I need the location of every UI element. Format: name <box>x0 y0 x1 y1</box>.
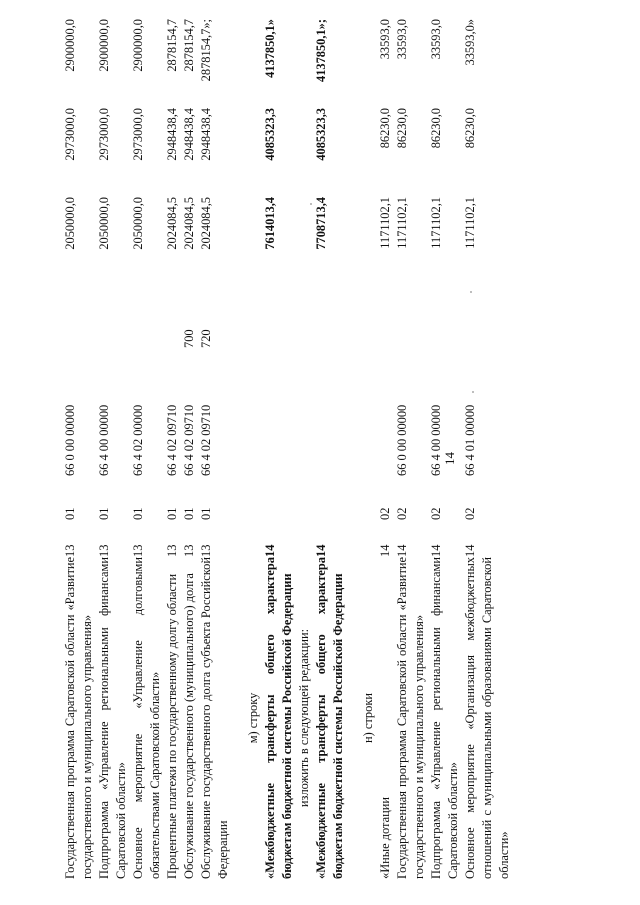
row-amount-2: 2973000,0 <box>63 108 77 161</box>
row-name: Обслуживание государственного (муниципального) долга <box>182 573 196 879</box>
row-vr <box>62 280 96 348</box>
scan-speck <box>310 203 312 205</box>
section-heading-row <box>360 19 377 879</box>
row-csr: 66 0 00 00000 <box>63 404 77 476</box>
row-amount-2: 4085323,3 <box>314 108 328 161</box>
row-name: «Межбюджетные трансферты общего характера бюджетам бюджетной системы Российской Федерации <box>263 557 294 879</box>
row-amount-1: 2050000,0 <box>131 197 145 250</box>
row-amount-2: 4085323,3 <box>263 108 277 161</box>
row-csr: 66 4 02 09710 <box>165 404 179 476</box>
row-name: Государственная программа Саратовской области «Развитие государственного и муниципального управления» <box>63 557 94 879</box>
row-amount-3: 2878154,7 <box>182 19 196 72</box>
row-rz: 14 <box>263 544 277 557</box>
row-name: «Межбюджетные трансферты общего характера бюджетам бюджетной системы Российской Федерации <box>314 557 345 879</box>
row-name: Основное мероприятие «Организация межбюджетных отношений с муниципальными образованиями Саратовской области» <box>463 557 511 879</box>
row-amount-1: 2050000,0 <box>63 197 77 250</box>
row-amount-2: 2973000,0 <box>131 108 145 161</box>
table-row <box>262 19 296 879</box>
row-rz: 13 <box>165 544 179 557</box>
table-row <box>62 19 96 879</box>
row-pr: 02 <box>429 507 443 520</box>
row-vr <box>130 280 164 348</box>
row-vr <box>394 280 428 348</box>
row-rz: 14 <box>463 544 477 557</box>
row-rz: 14 <box>429 544 443 557</box>
row-amount-1: 1171102,1 <box>463 197 477 249</box>
row-amount-2: 86230,0 <box>463 108 477 149</box>
table-row <box>164 19 181 879</box>
row-csr: 66 4 01 00000 <box>463 404 477 476</box>
table-row <box>313 19 347 879</box>
row-amount-2: 2948438,4 <box>182 108 196 161</box>
row-amount-2: 86230,0 <box>429 108 443 149</box>
table-row <box>198 19 232 879</box>
row-name: Государственная программа Саратовской области «Развитие государственного и муниципального управления» <box>395 557 426 879</box>
row-csr: 66 4 00 00000 <box>97 404 111 476</box>
instruction-row <box>296 19 313 879</box>
row-amount-2: 86230,0 <box>395 108 409 149</box>
row-rz: 13 <box>97 544 111 557</box>
table-row <box>130 19 164 879</box>
row-amount-1: 2050000,0 <box>97 197 111 250</box>
spacer-row <box>232 19 245 879</box>
row-csr: 66 4 02 00000 <box>131 404 145 476</box>
row-amount-3: 33593,0 <box>429 19 443 60</box>
row-csr: 66 4 02 09710 <box>182 404 196 476</box>
table-row <box>394 19 428 879</box>
row-csr: 66 4 02 09710 <box>199 404 213 476</box>
row-amount-1: 1171102,1 <box>429 197 443 249</box>
row-amount-3: 2900000,0 <box>131 19 145 72</box>
row-amount-3: 33593,0 <box>395 19 409 60</box>
row-csr: 66 0 00 00000 <box>395 404 409 476</box>
row-name: Процентные платежи по государственному долгу области <box>165 573 179 879</box>
section-m-heading: м) строку <box>246 692 260 744</box>
row-pr: 01 <box>131 507 145 520</box>
row-rz: 14 <box>378 544 392 557</box>
row-rz: 14 <box>314 544 328 557</box>
row-pr: 02 <box>378 507 392 520</box>
row-csr: 66 4 00 00000 <box>429 404 443 476</box>
row-vr <box>377 280 394 348</box>
row-amount-2: 2973000,0 <box>97 108 111 161</box>
row-vr <box>96 280 130 348</box>
table-row <box>428 19 462 879</box>
row-amount-3: 2878154,7»; <box>199 19 213 82</box>
row-pr: 01 <box>97 507 111 520</box>
spacer-row <box>347 19 360 879</box>
row-pr: 02 <box>463 507 477 520</box>
table-row <box>181 19 198 879</box>
row-amount-3: 33593,0 <box>378 19 392 60</box>
row-pr: 01 <box>199 507 213 520</box>
row-amount-3: 4137850,1»; <box>314 19 328 82</box>
row-amount-1: 2024084,5 <box>199 197 213 250</box>
row-rz: 13 <box>131 544 145 557</box>
budget-table <box>62 19 513 879</box>
section-heading-row <box>245 19 262 879</box>
row-amount-2: 86230,0 <box>378 108 392 149</box>
row-vr: 720 <box>199 329 213 348</box>
page-number: 14 <box>442 452 457 465</box>
budget-table-body <box>62 19 513 879</box>
row-amount-3: 2900000,0 <box>97 19 111 72</box>
row-amount-1: 2024084,5 <box>165 197 179 250</box>
row-amount-3: 2878154,7 <box>165 19 179 72</box>
row-rz: 14 <box>395 544 409 557</box>
table-row <box>377 19 394 879</box>
row-name: Подпрограмма «Управление региональными финансами Саратовской области» <box>429 557 460 879</box>
row-amount-1: 2024084,5 <box>182 197 196 250</box>
section-n-heading: н) строки <box>361 693 375 743</box>
row-pr: 01 <box>165 507 179 520</box>
row-name: Обслуживание государственного долга субъекта Российской Федерации <box>199 557 230 879</box>
row-amount-1: 1171102,1 <box>378 197 392 249</box>
table-row <box>462 19 513 879</box>
row-amount-1: 1171102,1 <box>395 197 409 249</box>
row-rz: 13 <box>182 544 196 557</box>
scan-speck <box>470 291 472 293</box>
row-rz: 13 <box>63 544 77 557</box>
row-pr: 02 <box>395 507 409 520</box>
row-amount-2: 2948438,4 <box>165 108 179 161</box>
row-name: Основное мероприятие «Управление долговыми обязательствами Саратовской области» <box>131 557 162 879</box>
row-amount-1: 7708713,4 <box>314 197 328 250</box>
row-vr <box>164 280 181 348</box>
row-pr: 01 <box>182 507 196 520</box>
scan-speck <box>472 391 474 393</box>
row-vr <box>428 280 462 348</box>
table-row <box>96 19 130 879</box>
row-amount-3: 4137850,1» <box>263 19 277 78</box>
row-name: Подпрограмма «Управление региональными финансами Саратовской области» <box>97 557 128 879</box>
row-vr: 700 <box>182 329 196 348</box>
row-pr: 01 <box>63 507 77 520</box>
section-m-instruction: изложить в следующей редакции: <box>297 628 311 808</box>
row-name: «Иные дотации <box>378 797 392 879</box>
row-csr <box>377 348 394 476</box>
row-amount-3: 2900000,0 <box>63 19 77 72</box>
row-amount-3: 33593,0» <box>463 19 477 66</box>
row-rz: 13 <box>199 544 213 557</box>
row-amount-1: 7614013,4 <box>263 197 277 250</box>
row-amount-2: 2948438,4 <box>199 108 213 161</box>
